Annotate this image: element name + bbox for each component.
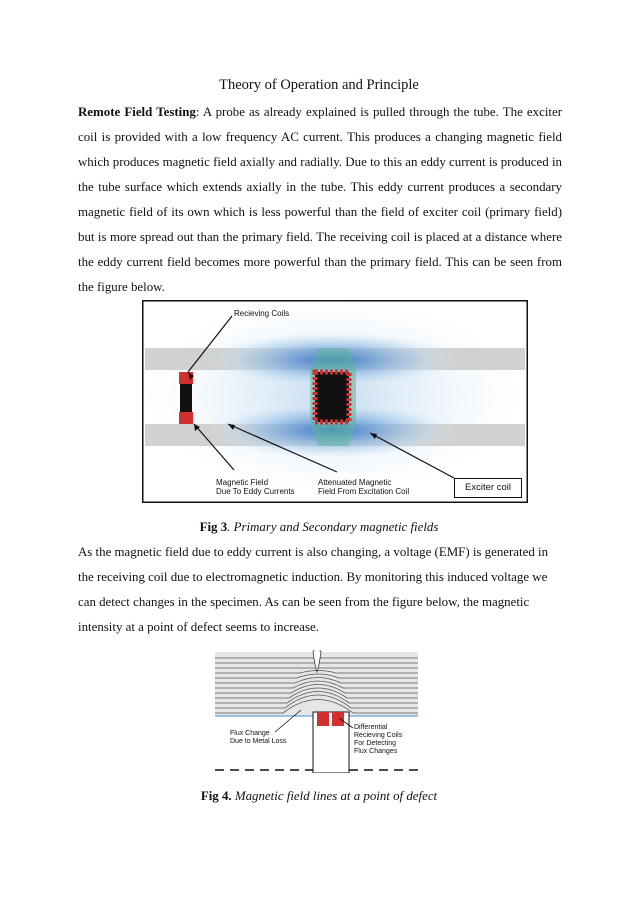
- figure-4-caption: [0, 789, 638, 804]
- figure-3: [142, 300, 528, 503]
- figure-4-caption-text: Magnetic field lines at a point of defect: [231, 789, 438, 803]
- label-magnetic-field-line1: Magnetic Field: [216, 478, 269, 487]
- paragraph-body: : A probe as already explained is pulled through the tube. The exciter coil is provided with a low frequency AC current. This produces a changing magnetic field which produces magnetic field axially and radially. Due to this an eddy current is produced in the tube surface which extends axially in the tube. This eddy current produces a secondary magnetic field of its own which is less powerful than the field of exciter coil (primary field) but is more spread out than the primary field. The receiving coil is placed at a distance where the eddy current field becomes more powerful than the primary field. This can be seen from the figure below.: [78, 105, 562, 294]
- receiving-coil-right: [332, 712, 344, 726]
- figure-3-caption-text: . Primary and Secondary magnetic fields: [227, 520, 439, 534]
- label-attenuated-line2: Field From Excitation Coil: [318, 487, 410, 496]
- label-diff-line3: For Detecting: [354, 740, 397, 747]
- exciter-coil-body: [315, 372, 349, 422]
- label-flux-change: [230, 730, 286, 746]
- figure-4: [215, 650, 418, 773]
- receiving-coil-bottom: [179, 412, 193, 424]
- label-diff-line2: Recieving Coils: [354, 732, 403, 739]
- page-title: Theory of Operation and Principle: [219, 77, 419, 93]
- label-diff-line4: Flux Changes: [354, 748, 398, 755]
- receiving-coil-left: [317, 712, 329, 726]
- label-exciter-coil: Exciter coil: [454, 478, 522, 498]
- figure-3-caption: [0, 520, 638, 535]
- label-receiving-coils: Recieving Coils: [234, 309, 290, 318]
- label-magnetic-field-line2: Due To Eddy Currents: [216, 487, 295, 496]
- paragraph-emf: As the magnetic field due to eddy current is also changing, a voltage (EMF) is generated in the receiving coil due to electromagnetic induction. By monitoring this induced voltage we can detect changes in the specimen. As can be seen from the figure below, the magnetic intensity at a point of defect seems to increase.: [78, 545, 549, 634]
- label-flux-line1: Flux Change: [230, 730, 270, 737]
- figure-3-diagram: [142, 300, 528, 503]
- figure-3-caption-number: Fig 3: [199, 520, 228, 534]
- figure-4-caption-number: Fig 4.: [200, 789, 232, 803]
- paragraph-remote-field-testing: [78, 100, 562, 300]
- label-diff-line1: Differential: [354, 724, 388, 731]
- label-attenuated-line1: Attenuated Magnetic: [318, 478, 392, 487]
- label-magnetic-field: [216, 478, 295, 496]
- label-differential-coils: [354, 724, 402, 756]
- label-attenuated-field: [318, 478, 409, 496]
- label-flux-line2: Due to Metal Loss: [230, 738, 287, 745]
- paragraph-lead: Remote Field Testing: [78, 105, 196, 119]
